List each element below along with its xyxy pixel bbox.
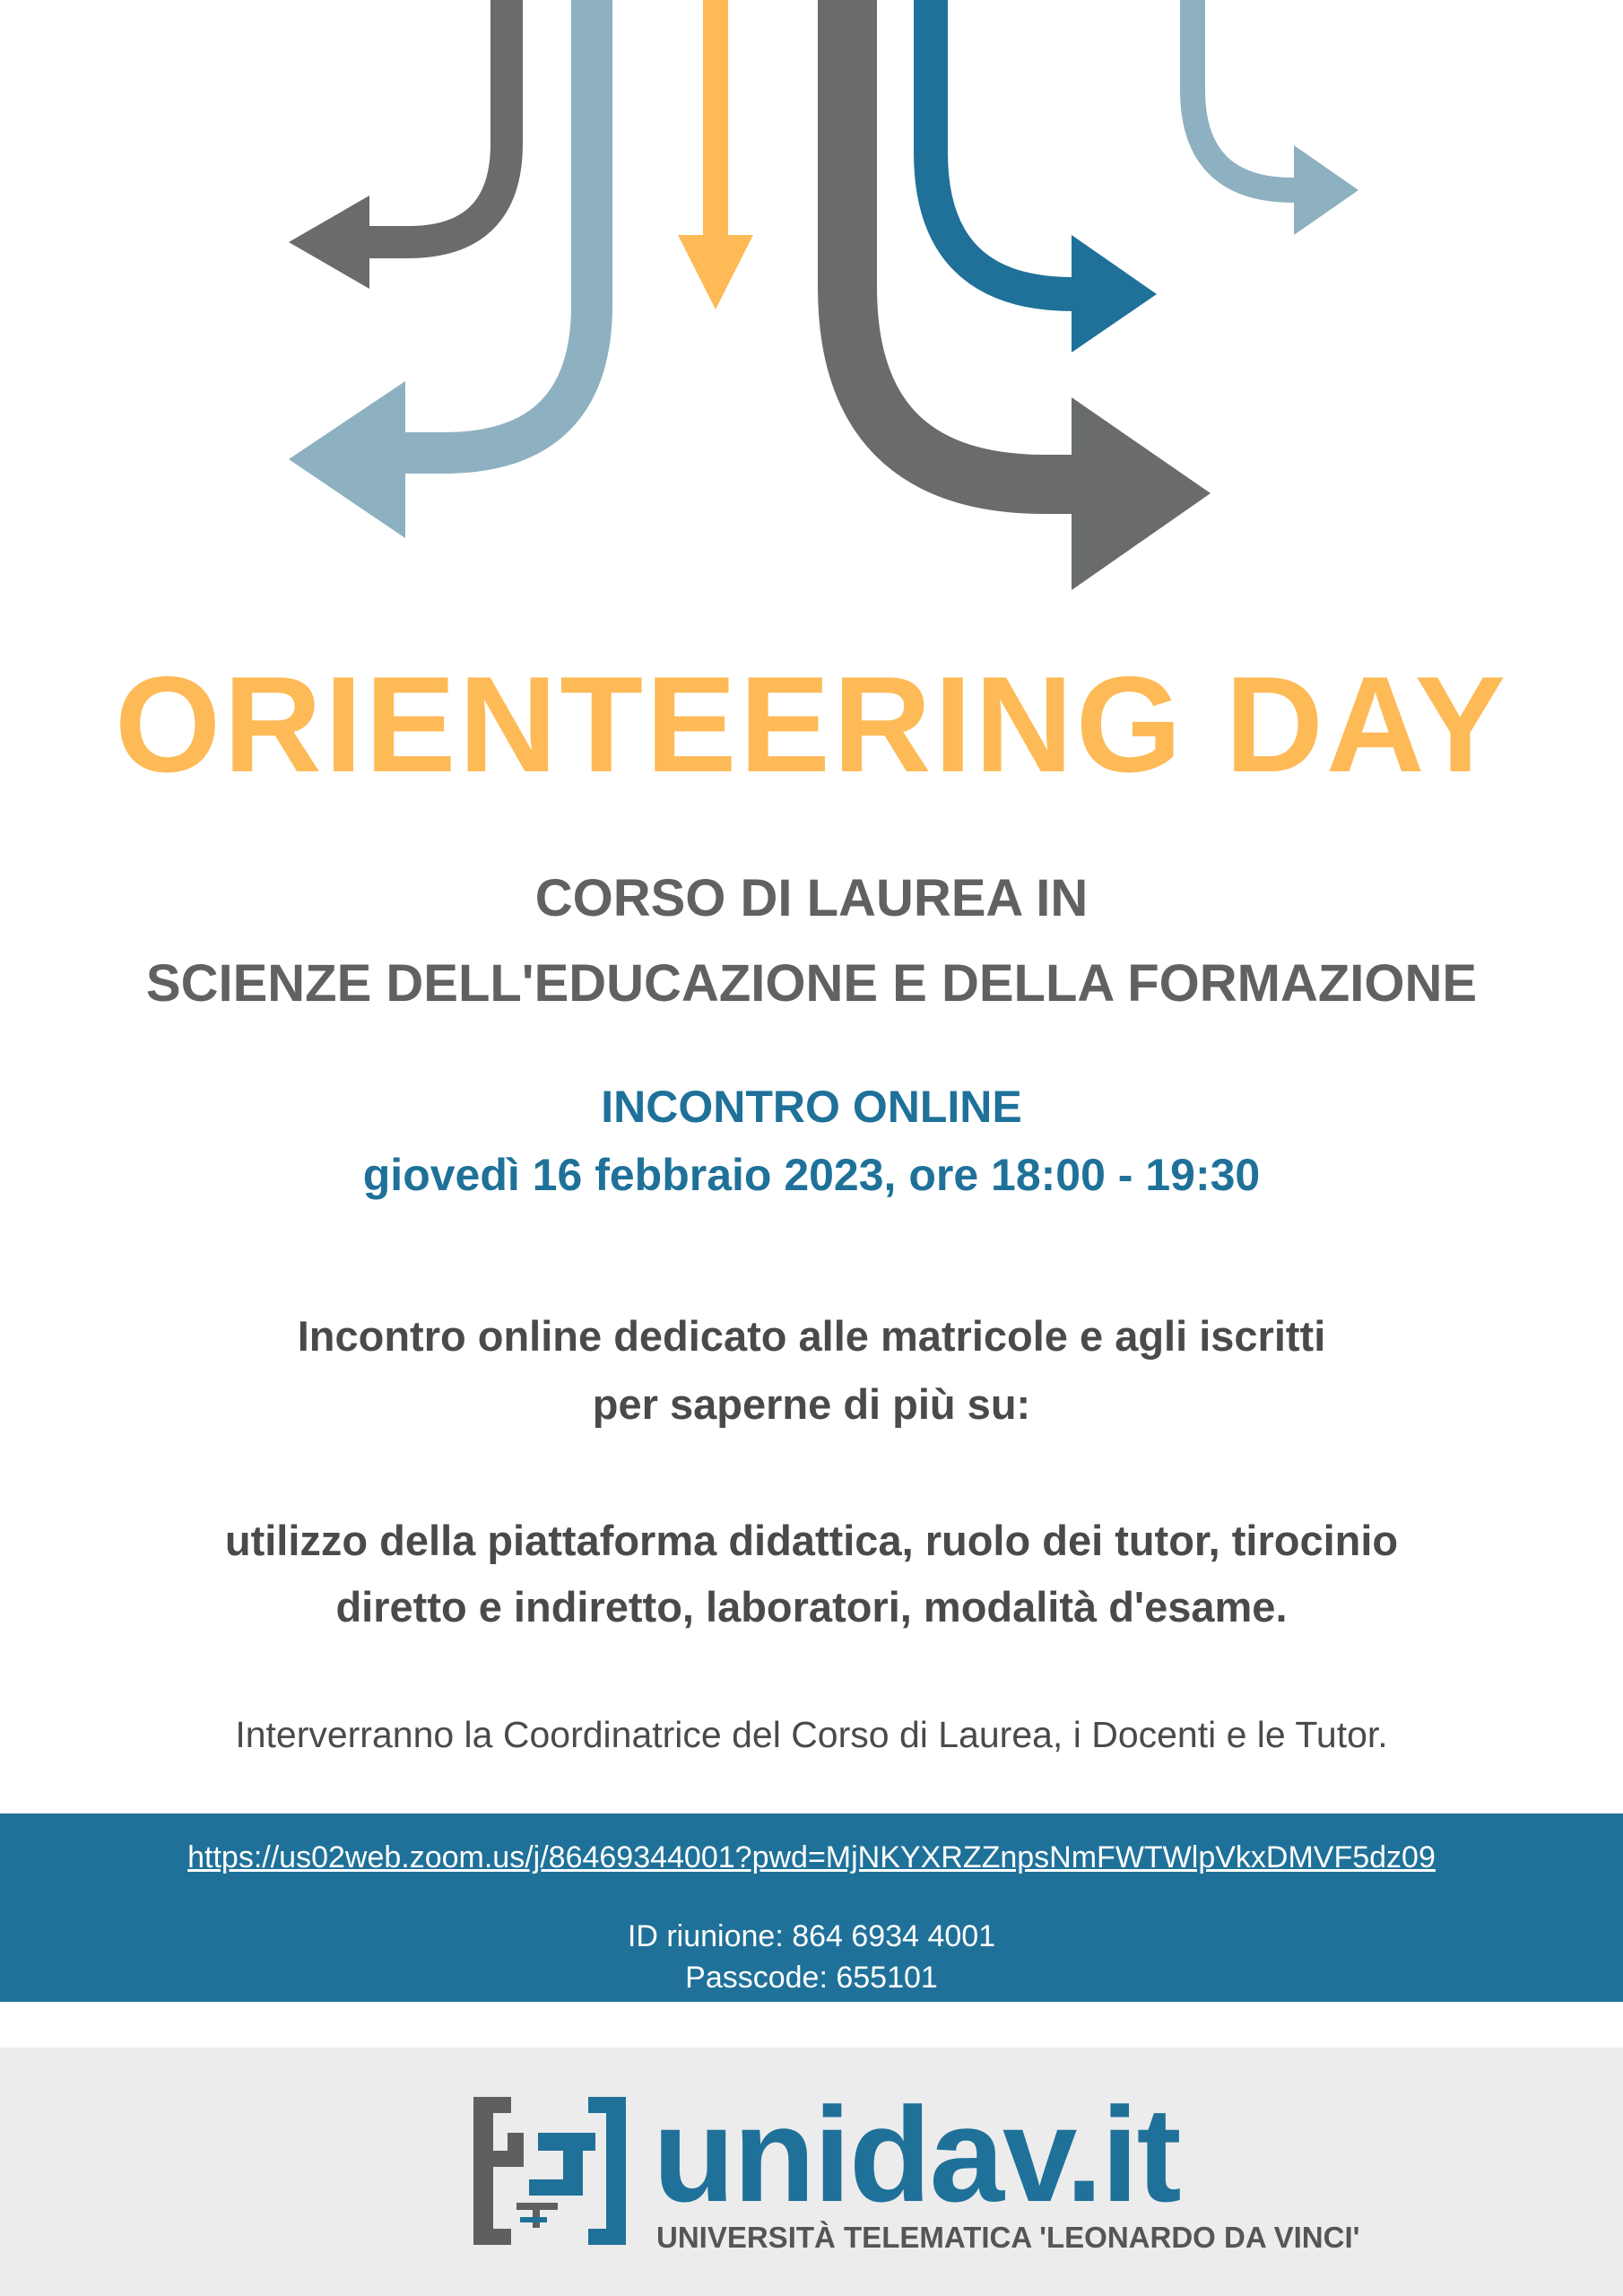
topics-line-2: diretto e indiretto, laboratori, modalità d'esame. [335,1583,1288,1631]
description-line-2: per saperne di più su: [592,1380,1031,1428]
speakers-note: Interverranno la Coordinatrice del Corso di Laurea, i Docenti e le Tutor. [235,1714,1388,1755]
event-title: ORIENTEERING DAY [114,648,1509,801]
meeting-id: ID riunione: 864 6934 4001 [627,1919,996,1953]
arrow-dark-gray-left [289,0,507,289]
footer [0,2048,1623,2296]
event-datetime: giovedì 16 febbraio 2023, ore 18:00 - 19:30 [362,1150,1261,1200]
unidav-logo-icon [473,2097,626,2245]
description-line-1: Incontro online dedicato alle matricole e agli iscritti [297,1312,1326,1360]
logo-tagline: UNIVERSITÀ TELEMATICA 'LEONARDO DA VINCI' [656,2221,1360,2254]
arrow-light-blue-right [1193,0,1358,235]
topics-line-1: utilizzo della piattaforma didattica, ruolo dei tutor, tirocinio [224,1517,1399,1564]
zoom-link[interactable]: https://us02web.zoom.us/j/86469344001?pwd=MjNKYXRZZnpsNmFWTWlpVkxDMVF5dz09 [187,1840,1436,1874]
passcode: Passcode: 655101 [685,1961,938,1995]
course-name: SCIENZE DELL'EDUCAZIONE E DELLA FORMAZIONE [145,954,1478,1013]
arrow-light-blue-left [289,0,592,538]
arrow-yellow-down [678,0,753,309]
zoom-info-band [0,1813,1623,2002]
event-type: INCONTRO ONLINE [601,1082,1022,1132]
logo-wordmark: unidav.it [653,2079,1180,2230]
arrows-illustration [0,0,1623,610]
arrow-blue-right [931,0,1157,352]
course-label: CORSO DI LAUREA IN [534,869,1089,927]
